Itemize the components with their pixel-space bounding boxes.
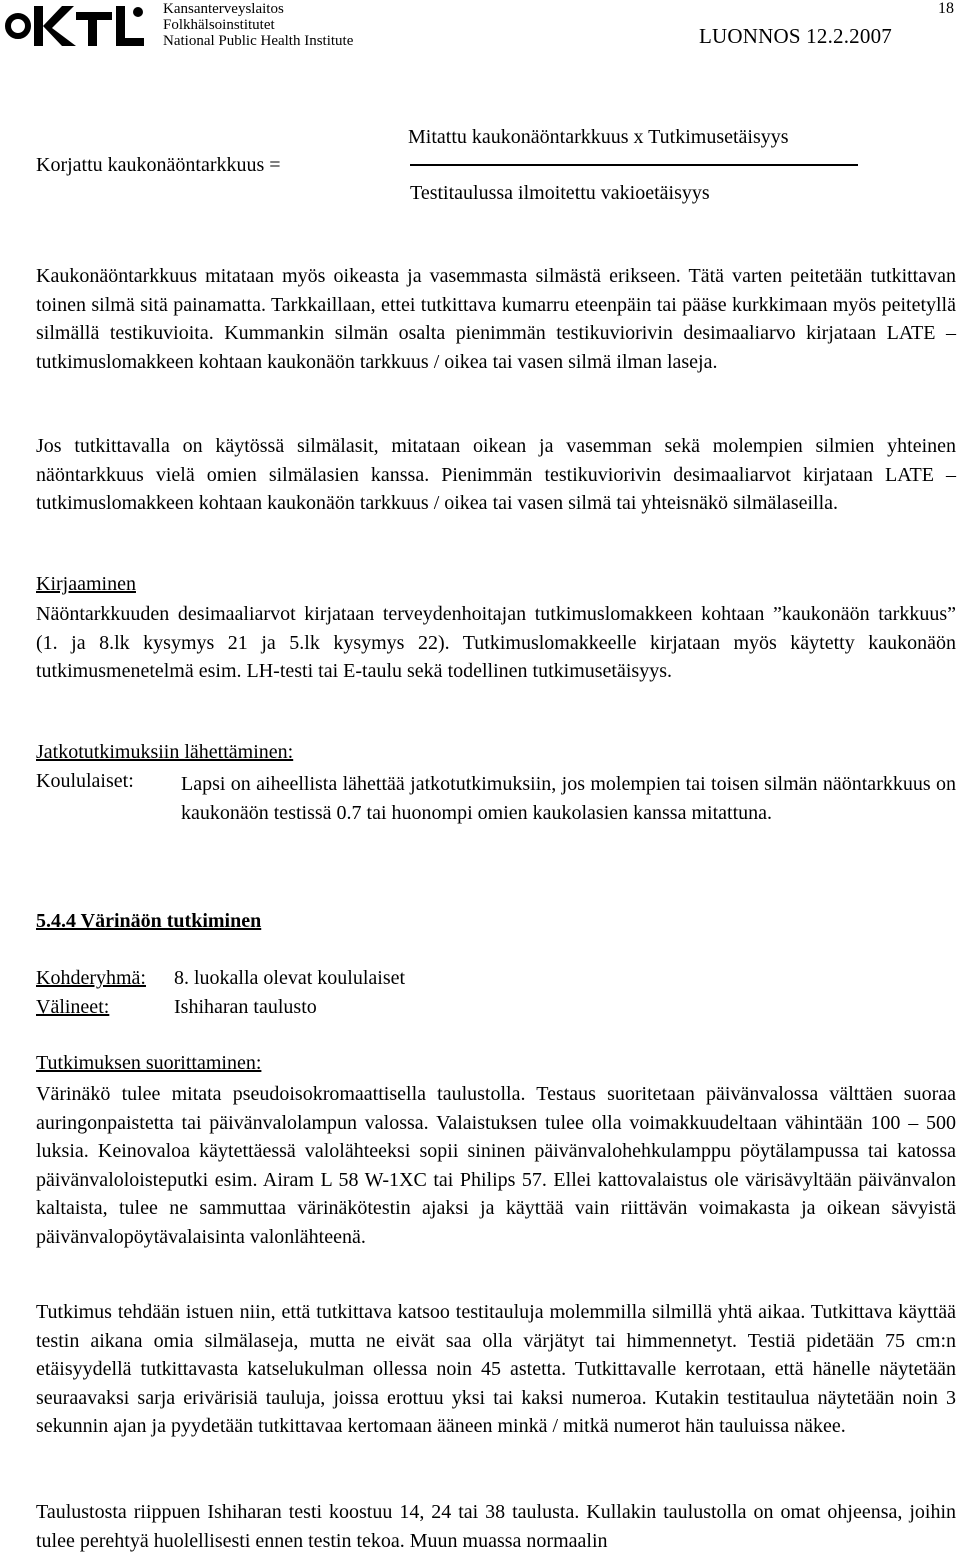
org-name-fi: Kansanterveyslaitos xyxy=(163,1,284,17)
formula-lhs: Korjattu kaukonäöntarkkuus = xyxy=(36,154,281,176)
paragraph-separate-eyes: Kaukonäöntarkkuus mitataan myös oikeasta ja vasemmasta silmästä erikseen. Tätä varten peitetään tutkittavan toinen silmä sitä painamatta. Tarkkaillaan, ettei tutkittava kumarru eteenpäin tai pääse kurkkimaan myös peitetyllä silmällä testikuvioita. Kummankin silmän osalta pienimmän testikuviorivin desimaaliarvo kirjataan LATE –tutkimuslomakkeen kohtaan kaukonäön tarkkuus / oikea tai vasen silmä ilman laseja. xyxy=(36,265,956,373)
draft-label: LUONNOS 12.2.2007 xyxy=(699,24,892,48)
value-kohderyhma: 8. luokalla olevat koululaiset xyxy=(174,967,406,989)
value-valineet: Ishiharan taulusto xyxy=(174,996,317,1018)
heading-kirjaaminen: Kirjaaminen xyxy=(36,573,136,595)
paragraph-procedure: Tutkimus tehdään istuen niin, että tutkittava katsoo testitauluja molemmilla silmillä yhtä aikaa. Tutkittava käyttää testin aikana omia silmälaseja, mutta ne eivät saa olla värjätyt tai himmennetyt. Testiä pidetään 75 cm:n etäisyydellä tutkittavasta katselukulman ollessa noin 45 astetta. Tutkittavalle kerrotaan, että hänelle näytetään seuraavaksi sarja erivärisiä tauluja, joissa erottuu yksi tai kaksi numeroa. Kutakin testitaulua näytetään noin 3 sekunnin ajan ja pyydetään tutkittavaa kertomaan ääneen minkä / mitkä numerot hän tauluissa näkee. xyxy=(36,1301,956,1437)
formula-numerator: Mitattu kaukonäöntarkkuus x Tutkimusetäisyys xyxy=(408,126,789,148)
org-name-sv: Folkhälsoinstitutet xyxy=(163,17,275,33)
fraction-bar xyxy=(410,164,858,166)
label-valineet: Välineet: xyxy=(36,996,110,1018)
paragraph-plates: Taulustosta riippuen Ishiharan testi koostuu 14, 24 tai 38 taulusta. Kullakin taulustolla on omat ohjeensa, joihin tulee perehtyä huolellisesti ennen testin tekoa. Muun muassa normaalin xyxy=(36,1501,956,1552)
org-name-en: National Public Health Institute xyxy=(163,33,354,49)
paragraph-lighting: Värinäkö tulee mitata pseudoisokromaattisella taulustolla. Testaus suoritetaan päivänvalossa välttäen suoraa auringonpaistetta tai päivänvalolampun valossa. Valaistuksen tulee olla voimakkuudeltaan vähintään 100 – 500 luksia. Keinovaloa käytettäessä valolähteeksi sopii sininen päivänvalohehkulamppu pöytälampussa tai katossa päivänvaloloisteputki esim. Airam L 58 W-1XC tai Philips 57. Ellei kattovalaistus ole värisävyltään päivänvalon kaltaista, tulee ne sammuttaa värinäkötestin ajaksi ja käyttää vain riittävän voimakasta ja oikean sävyistä päivänvalopöytävalaisinta valonlähteenä. xyxy=(36,1083,956,1248)
ktl-logo xyxy=(4,2,146,50)
heading-procedure: Tutkimuksen suorittaminen: xyxy=(36,1052,262,1074)
label-koululaiset: Koululaiset: xyxy=(36,770,134,792)
label-kohderyhma: Kohderyhmä: xyxy=(36,967,146,989)
section-heading: 5.4.4 Värinäön tutkiminen xyxy=(36,910,262,932)
page-number: 18 xyxy=(938,0,954,17)
paragraph-recording: Näöntarkkuuden desimaaliarvot kirjataan terveydenhoitajan tutkimuslomakkeen kohtaan ”kaukonäön tarkkuus” (1. ja 8.lk kysymys 21 ja 5.lk kysymys 22). Tutkimuslomakkeelle kirjataan myös käytetty kaukonäön tutkimusmenetelmä esim. LH-testi tai E-taulu sekä todellinen tutkimusetäisyys. xyxy=(36,603,956,682)
heading-referral: Jatkotutkimuksiin lähettäminen: xyxy=(36,741,294,763)
formula-denominator: Testitaulussa ilmoitettu vakioetäisyys xyxy=(410,182,710,204)
paragraph-glasses: Jos tutkittavalla on käytössä silmälasit, mitataan oikean ja vasemman sekä molempien silmien yhteinen näöntarkkuus vielä omien silmälasien kanssa. Pienimmän testikuviorivin desimaaliarvot kirjataan LATE –tutkimuslomakkeen kohtaan kaukonäön tarkkuus / oikea tai vasen silmä tai yhteisnäkö silmälaseilla. xyxy=(36,435,956,514)
text-koululaiset: Lapsi on aiheellista lähettää jatkotutkimuksiin, jos molempien tai toisen silmän näöntarkkuus on kaukonäön testissä 0.7 tai huonompi omien kaukolasien kanssa mitattuna. xyxy=(181,773,956,824)
